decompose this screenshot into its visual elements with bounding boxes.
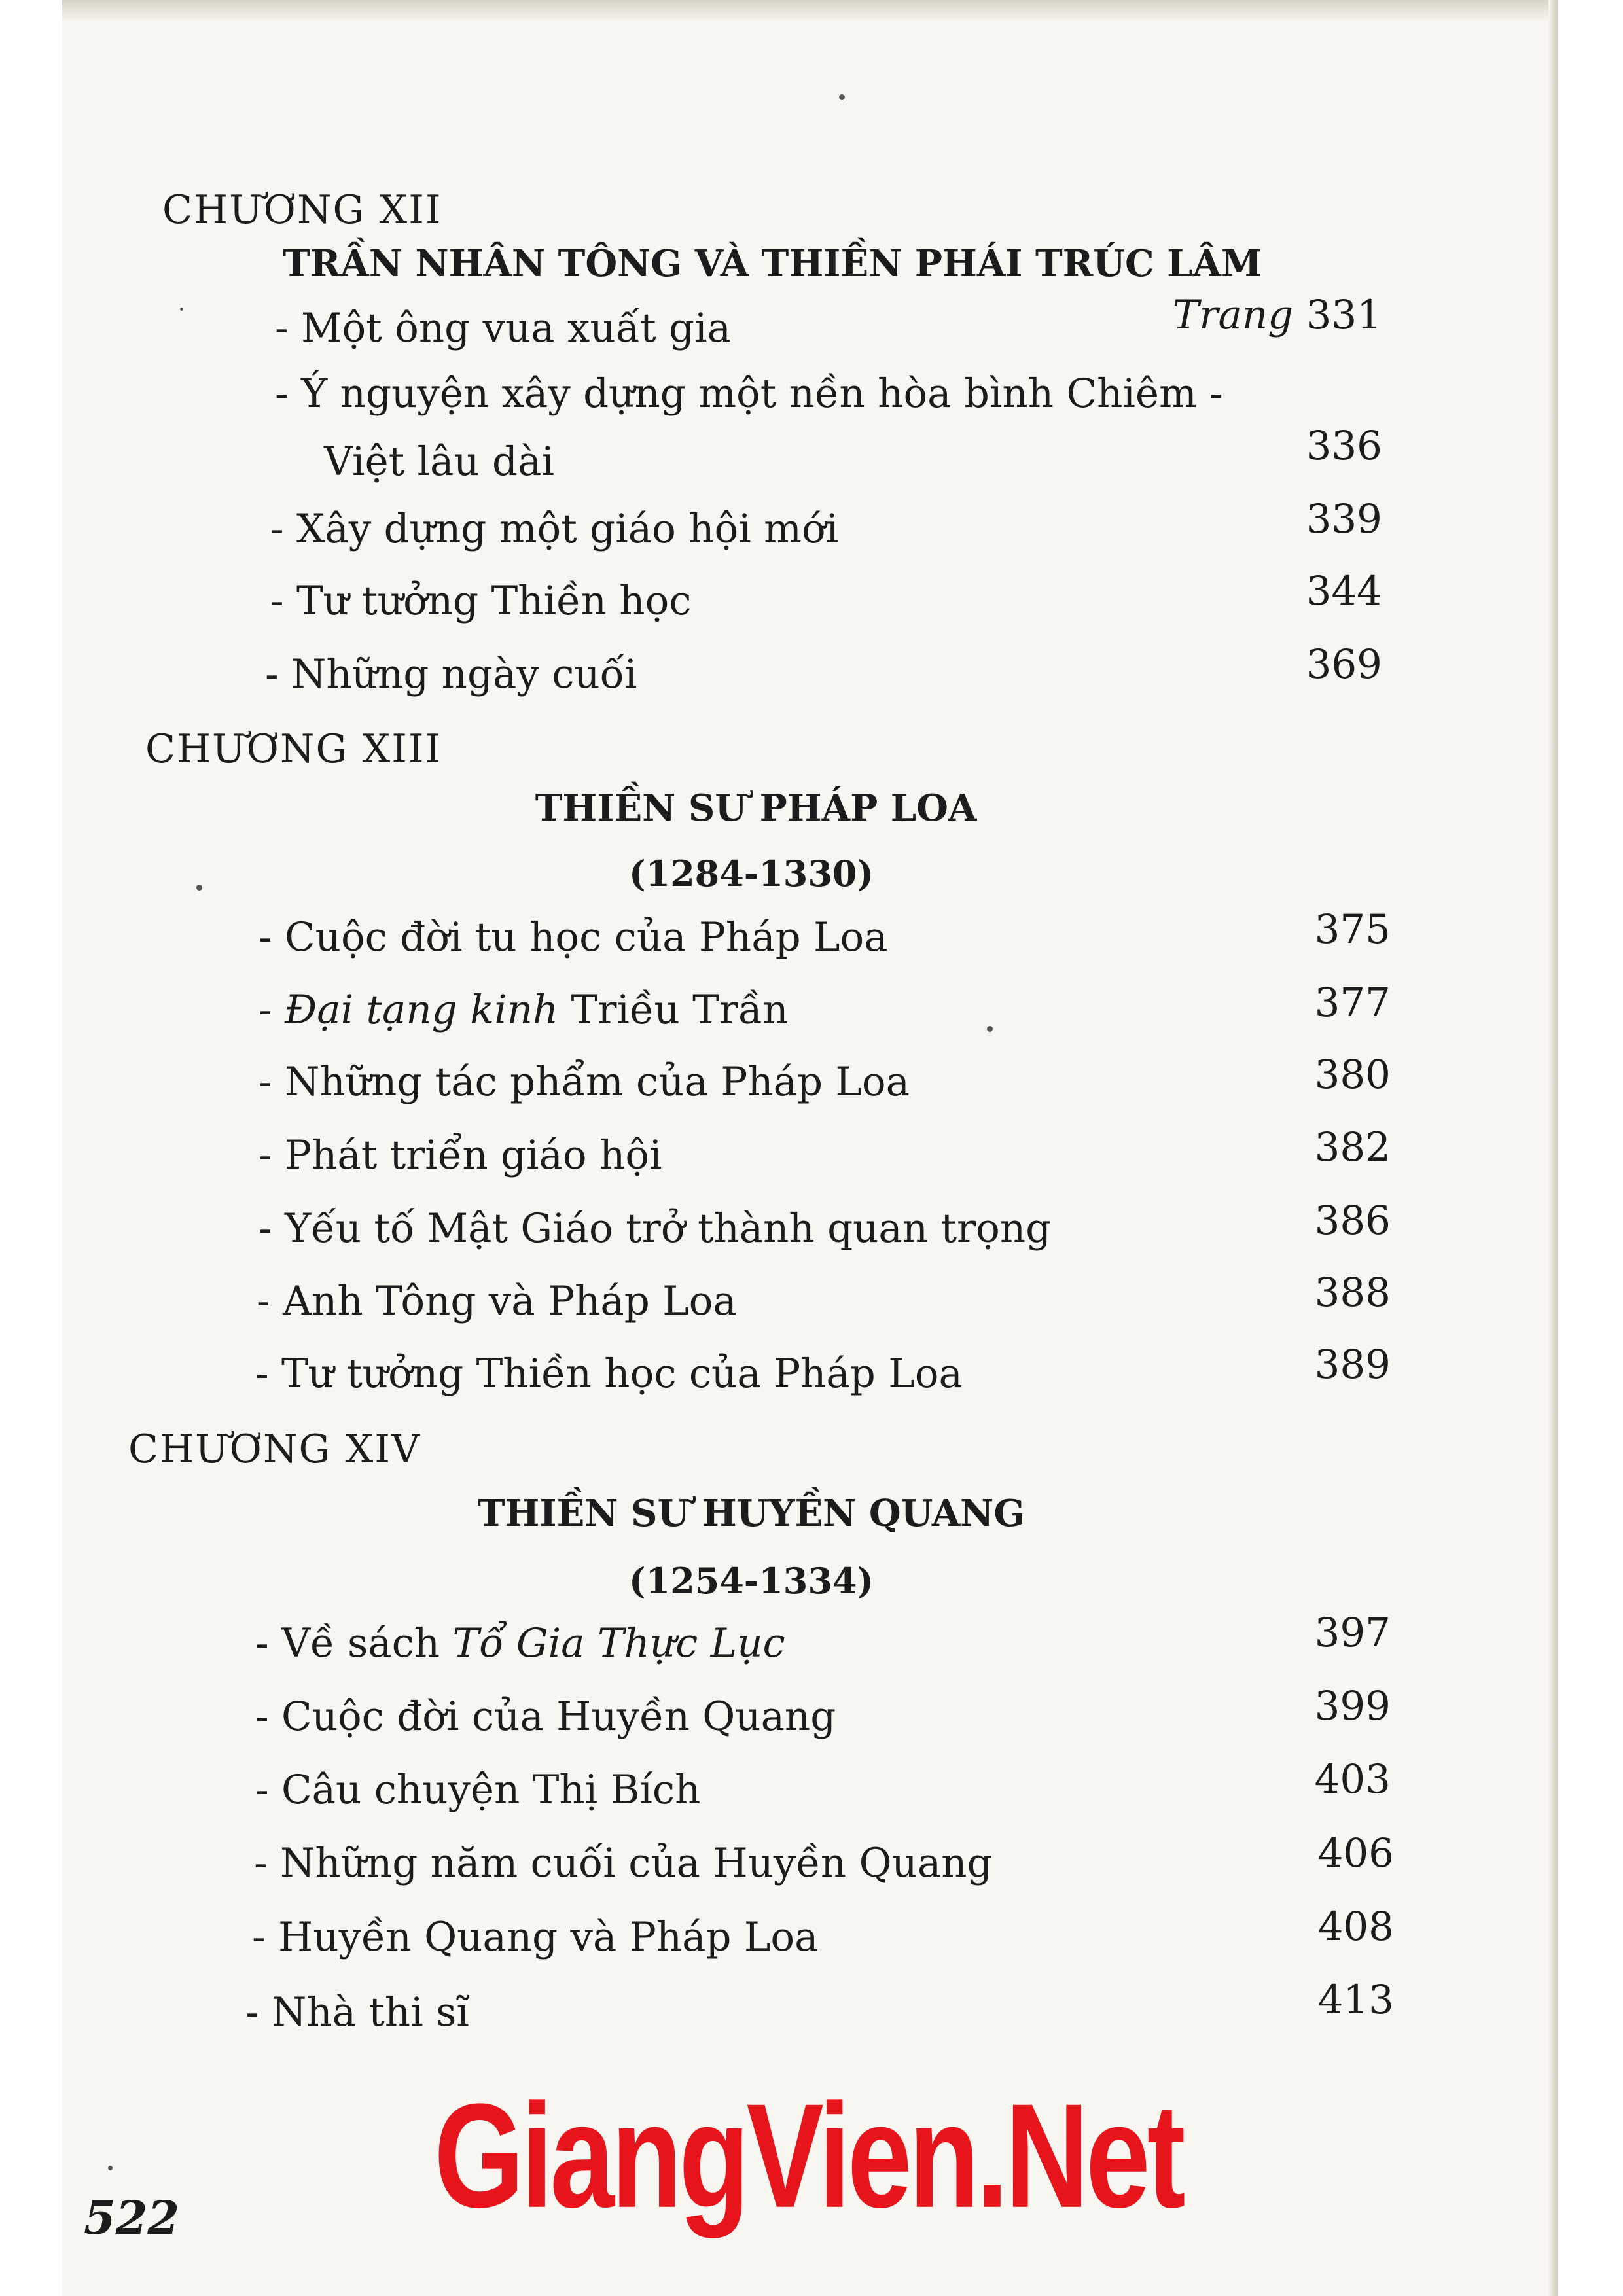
toc-entry[interactable]: - Tư tưởng Thiền học: [270, 578, 692, 624]
entry-italic-title: Tổ Gia Thực Lục: [452, 1620, 785, 1667]
chapter-13-title: THIỀN SƯ PHÁP LOA: [535, 786, 977, 830]
scan-speck: [180, 308, 183, 311]
toc-entry[interactable]: - Huyền Quang và Pháp Loa: [252, 1914, 819, 1960]
chapter-14-years: (1254-1334): [628, 1560, 874, 1602]
toc-page-number: 377: [1314, 980, 1391, 1026]
chapter-13-years: (1284-1330): [628, 853, 874, 894]
toc-entry[interactable]: - Những tác phẩm của Pháp Loa: [259, 1059, 910, 1105]
scan-speck: [108, 2166, 113, 2170]
scan-speck: [987, 1026, 993, 1032]
toc-entry[interactable]: - Cuộc đời tu học của Pháp Loa: [259, 914, 888, 961]
page-top-shadow: [62, 0, 1558, 22]
toc-entry-continuation[interactable]: Việt lâu dài: [324, 438, 554, 485]
page-right-shadow: [1548, 0, 1558, 2296]
page-folio-number: 522: [84, 2191, 180, 2245]
toc-page-number: [1173, 292, 1382, 338]
chapter-13-label: CHƯƠNG XIII: [145, 726, 442, 772]
scan-speck: [196, 885, 202, 891]
toc-entry[interactable]: - Một ông vua xuất gia: [275, 305, 731, 351]
toc-entry[interactable]: - Câu chuyện Thị Bích: [255, 1767, 701, 1813]
toc-entry[interactable]: - Nhà thi sĩ: [245, 1989, 469, 2036]
page-label: Trang: [1172, 292, 1294, 338]
toc-entry[interactable]: [259, 987, 789, 1033]
toc-page-number: 408: [1317, 1903, 1394, 1950]
toc-page-number: 369: [1306, 641, 1382, 688]
toc-entry[interactable]: - Phát triển giáo hội: [259, 1132, 662, 1178]
toc-entry[interactable]: [255, 1620, 785, 1667]
toc-page-number: 339: [1306, 496, 1382, 542]
toc-page-number: 397: [1314, 1610, 1391, 1656]
toc-entry[interactable]: - Cuộc đời của Huyền Quang: [255, 1693, 836, 1740]
toc-entry[interactable]: - Tư tưởng Thiền học của Pháp Loa: [255, 1351, 963, 1397]
chapter-14-label: CHƯƠNG XIV: [128, 1426, 421, 1472]
entry-prefix: -: [259, 987, 285, 1033]
toc-page-number: 386: [1314, 1197, 1391, 1244]
entry-italic-title: Đại tạng kinh: [285, 987, 559, 1033]
toc-page-number: 336: [1306, 423, 1382, 469]
toc-page-number: 413: [1317, 1977, 1394, 2023]
toc-page-number: 403: [1314, 1756, 1391, 1803]
toc-page-number: 380: [1314, 1051, 1391, 1098]
toc-page-number: 388: [1314, 1269, 1391, 1316]
toc-page-number: 375: [1314, 906, 1391, 953]
toc-page-number: 399: [1314, 1683, 1391, 1729]
watermark-logo: GiangVien.Net: [434, 2072, 1183, 2239]
chapter-12-title: TRẦN NHÂN TÔNG VÀ THIỀN PHÁI TRÚC LÂM: [283, 242, 1262, 285]
chapter-14-title: THIỀN SƯ HUYỀN QUANG: [477, 1492, 1026, 1535]
toc-entry[interactable]: - Xây dựng một giáo hội mới: [270, 506, 839, 552]
toc-entry[interactable]: - Những ngày cuối: [265, 651, 637, 698]
toc-page-number: 389: [1314, 1341, 1391, 1388]
scan-speck: [839, 94, 845, 100]
toc-entry[interactable]: - Ý nguyện xây dựng một nền hòa bình Chiêm -: [275, 370, 1223, 417]
toc-page-number: 406: [1317, 1830, 1394, 1877]
entry-prefix: - Về sách: [255, 1620, 453, 1667]
toc-entry[interactable]: - Những năm cuối của Huyền Quang: [254, 1840, 993, 1886]
toc-page-number: 382: [1314, 1124, 1391, 1171]
toc-entry[interactable]: - Yếu tố Mật Giáo trở thành quan trọng: [259, 1205, 1052, 1252]
toc-page-number: 344: [1306, 568, 1382, 614]
entry-suffix: Triều Trần: [558, 987, 789, 1033]
chapter-12-label: CHƯƠNG XII: [162, 187, 442, 233]
page-number-value: 331: [1306, 292, 1382, 338]
toc-entry[interactable]: - Anh Tông và Pháp Loa: [257, 1278, 737, 1324]
